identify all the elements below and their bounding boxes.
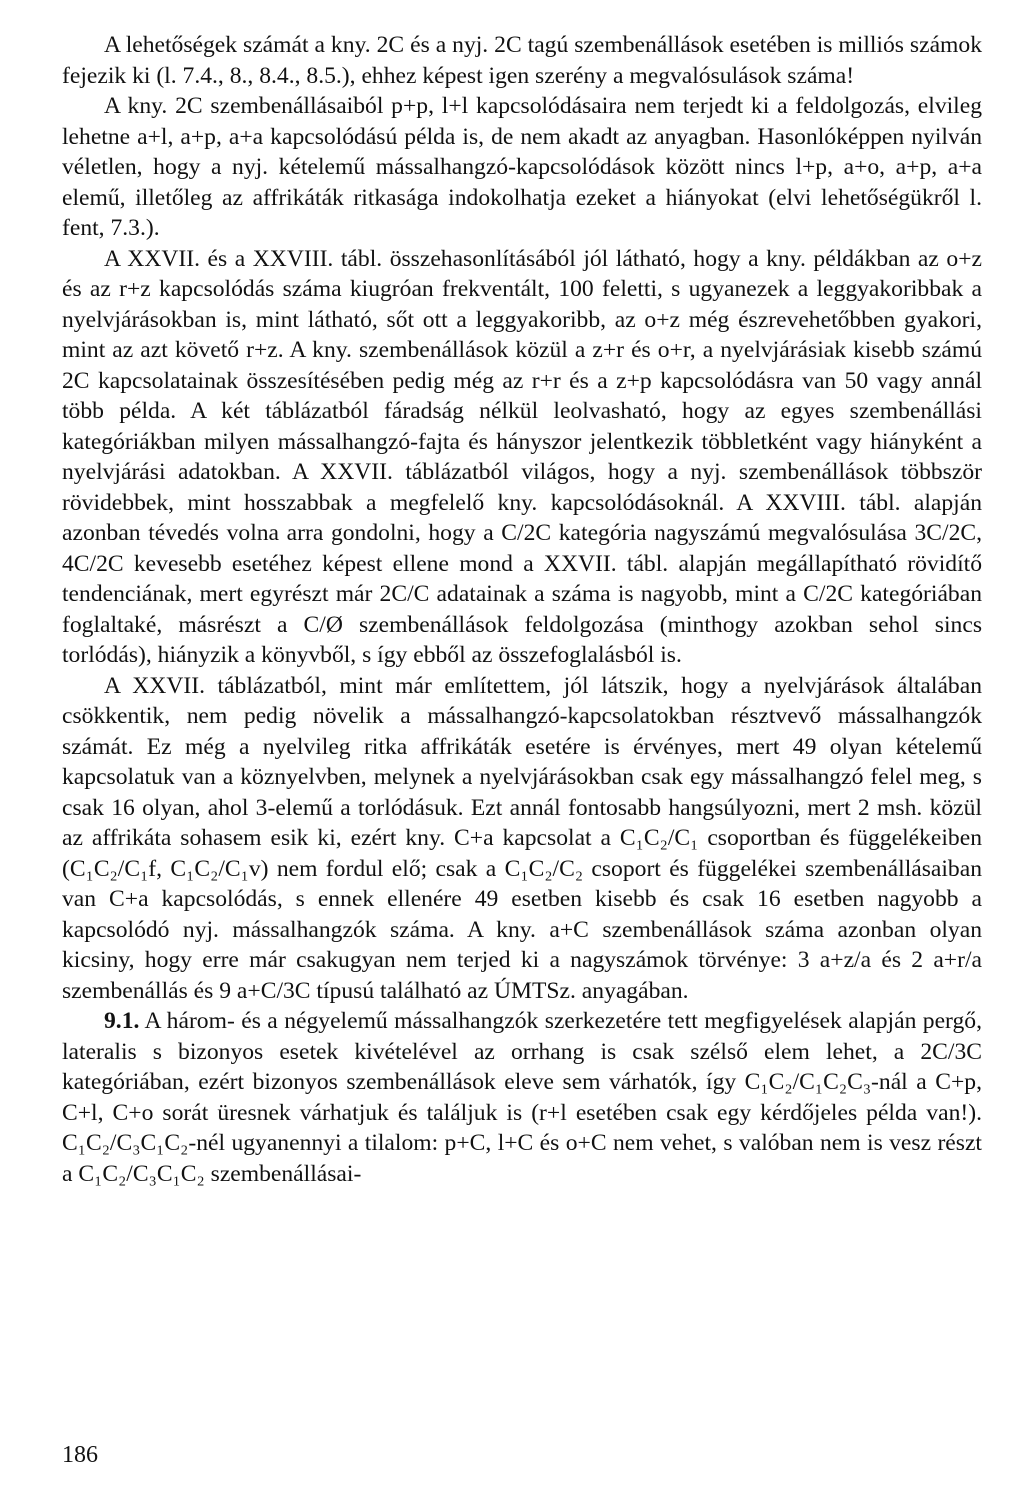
paragraph-4: A XXVII. táblázatból, mint már említettem, jól látszik, hogy a nyelvjárások általában csökkentik, nem pedig növelik a mássalhangzó-kapcsolatokban résztvevő mássalhangzók számát. Ez még a nyelvileg ritka affrikáták esetére is érvényes, mert 49 olyan kételemű kapcsolatuk van a köznyelvben, melynek a nyelvjárásokban csak egy mássalhangzó felel meg, s csak 16 olyan, ahol 3-elemű a torlódásuk. Ezt annál fontosabb hangsúlyozni, mert 2 msh. közül az affrikáta sohasem esik ki, ezért kny. C+a kapcsolat a C₁C₂/C₁ csoportban és függelékeiben (C₁C₂/C₁f, C₁C₂/C₁v) nem fordul elő; csak a C₁C₂/C₂ csoport és függelékei szembenállásaiban van C+a kapcsolódás, s ennek ellenére 49 esetben kisebb és csak 16 esetben nagyobb a kapcsolódó nyj. mássalhangzók száma. A kny. a+C szembenállások száma azonban olyan kicsiny, hogy erre már csakugyan nem terjed ki a nagyszámok törvénye: 3 a+z/a és 2 a+r/a szembenállás és 9 a+C/3C típusú található az ÚMTSz. anyagában. <box>62 672 982 1004</box>
paragraph-1: A lehetőségek számát a kny. 2C és a nyj. 2C tagú szembenállások esetében is milliós számok fejezik ki (l. 7.4., 8., 8.4., 8.5.), ehhez képest igen szerény a megvalósulások száma! <box>62 32 982 89</box>
body-text <box>62 30 982 1189</box>
section-9-1-text: A három- és a négyelemű mássalhangzók szerkezetére tett megfigyelések alapján pergő, lateralis s bizonyos esetek kivételével az orrhang is csak szélső elem lehet, a 2C/3C kategóriában, ezért bizonyos szembenállások eleve sem várhatók, így C₁C₂/C₁C₂C₃-nál a C+p, C+l, C+o sorát üresnek várhatjuk és találjuk is (r+l esetében csak egy kérdőjeles példa van!). C₁C₂/C₃C₁C₂-nél ugyanennyi a tilalom: p+C, l+C és o+C nem vehet, s valóban nem is vesz részt a C₁C₂/C₃C₁C₂ szembenállásai- <box>62 1008 982 1187</box>
section-number: 9.1. <box>104 1008 140 1034</box>
page-number: 186 <box>62 1442 98 1468</box>
paragraph-2: A kny. 2C szembenállásaiból p+p, l+l kapcsolódásaira nem terjedt ki a feldolgozás, elvileg lehetne a+l, a+p, a+a kapcsolódású példa is, de nem akadt az anyagban. Hasonlóképpen nyilván véletlen, hogy a nyj. kételemű mássalhangzó-kapcsolódások között nincs l+p, a+o, a+p, a+a elemű, illetőleg az affrikáták ritkasága indokolhatja ezeket a hiányokat (elvi lehetőségükről l. fent, 7.3.). <box>62 93 982 241</box>
section-9-1-paragraph <box>62 1006 982 1189</box>
paragraph-3: A XXVII. és a XXVIII. tábl. összehasonlításából jól látható, hogy a kny. példákban az o+z és az r+z kapcsolódás száma kiugróan frekventált, 100 feletti, s ugyanezek a leggyakoribbak a nyelvjárásokban is, mint látható, sőt ott a leggyakoribb, az o+z még észrevehetőbben gyakori, mint az azt követő r+z. A kny. szembenállások közül a z+r és o+r, a nyelvjárásiak kisebb számú 2C kapcsolatainak összesítésében pedig még az r+r és a z+p kapcsolódásra van 50 vagy annál több példa. A két táblázatból fáradság nélkül leolvasható, hogy az egyes szembenállási kategóriákban milyen mássalhangzó-fajta és hányszor jelentkezik többletként vagy hiányként a nyelvjárási adatokban. A XXVII. táblázatból világos, hogy a nyj. szembenállások többször rövidebbek, mint hosszabbak a megfelelő kny. kapcsolódásoknál. A XXVIII. tábl. alapján azonban tévedés volna arra gondolni, hogy a C/2C kategória nagyszámú megvalósulása 3C/2C, 4C/2C kevesebb esetéhez képest ellene mond a XXVII. tábl. alapján megállapítható rövidítő tendenciának, mert egyrészt már 2C/C adatainak a száma is nagyobb, mint a C/2C kategóriában foglaltaké, másrészt a C/Ø szembenállások feldolgozása (minthogy azokban sehol sincs torlódás), hiányzik a könyvből, s így ebből az összefoglalásból is. <box>62 245 982 668</box>
